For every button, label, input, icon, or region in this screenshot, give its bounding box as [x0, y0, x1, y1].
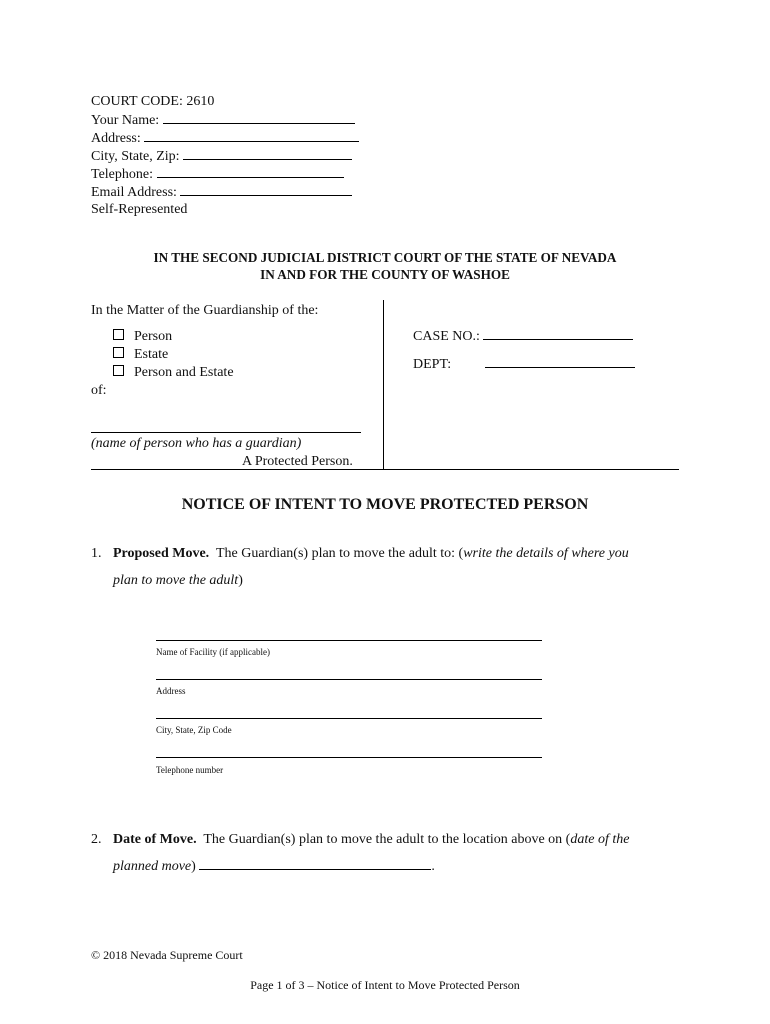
move-city-state-zip-label: City, State, Zip Code [156, 725, 232, 735]
dept-label: DEPT: [413, 357, 452, 372]
move-address-field[interactable] [156, 679, 542, 680]
page-footer: Page 1 of 3 – Notice of Intent to Move Protected Person [250, 978, 520, 992]
facility-name-label: Name of Facility (if applicable) [156, 647, 270, 657]
email-label: Email Address: [91, 185, 177, 200]
section2-instruction-cont: planned move [113, 859, 192, 874]
person-and-estate-option-label: Person and Estate [134, 365, 234, 380]
caption-divider-vertical [383, 300, 384, 470]
court-heading [0, 249, 770, 283]
section2-text: The Guardian(s) plan to move the adult to the location above on [203, 832, 563, 847]
case-number-row [413, 327, 633, 345]
court-code: COURT CODE: 2610 [91, 94, 215, 109]
section1-number: 1. [91, 546, 102, 561]
estate-option-label: Estate [134, 347, 169, 362]
filer-info-block [91, 93, 359, 219]
move-address-label: Address [156, 686, 186, 696]
person-checkbox[interactable] [113, 329, 124, 340]
estate-checkbox[interactable] [113, 347, 124, 358]
section2-heading: Date of Move. [113, 832, 197, 847]
move-city-state-zip-field[interactable] [156, 718, 542, 719]
dept-field[interactable] [485, 355, 635, 368]
section1-instruction-cont: plan to move the adult [113, 573, 239, 588]
address-label: Address: [91, 131, 141, 146]
protected-person-name-field[interactable] [91, 432, 361, 433]
person-and-estate-checkbox[interactable] [113, 365, 124, 376]
protected-person-label: A Protected Person. [242, 454, 353, 469]
email-field[interactable] [180, 183, 352, 196]
section2-instruction: date of the [570, 832, 630, 847]
move-telephone-field[interactable] [156, 757, 542, 758]
section1-text: The Guardian(s) plan to move the adult to: [215, 546, 456, 561]
case-caption [91, 302, 371, 400]
section-proposed-move: 1. Proposed Move. The Guardian(s) plan to move the adult to: (write the details of where you plan to move the adult) [91, 540, 681, 594]
caption-divider-horizontal [91, 469, 679, 470]
self-represented-label: Self-Represented [91, 202, 188, 217]
section2-number: 2. [91, 832, 102, 847]
section1-heading: Proposed Move. [113, 546, 210, 561]
case-number-label: CASE NO.: [413, 329, 480, 344]
your-name-field[interactable] [163, 111, 355, 124]
address-field[interactable] [144, 129, 359, 142]
facility-name-field[interactable] [156, 640, 542, 641]
city-state-zip-field[interactable] [183, 147, 352, 160]
name-hint: (name of person who has a guardian) [91, 436, 302, 451]
telephone-label: Telephone: [91, 167, 153, 182]
move-date-field[interactable] [199, 857, 431, 870]
court-heading-line2: IN AND FOR THE COUNTY OF WASHOE [260, 267, 510, 282]
matter-label: In the Matter of the Guardianship of the: [91, 303, 319, 318]
copyright-notice: © 2018 Nevada Supreme Court [91, 948, 243, 962]
person-option-label: Person [134, 329, 173, 344]
your-name-label: Your Name: [91, 113, 160, 128]
telephone-field[interactable] [157, 165, 344, 178]
dept-row [413, 355, 635, 373]
section-date-of-move: 2. Date of Move. The Guardian(s) plan to move the adult to the location above on (date of the planned move) . [91, 826, 681, 880]
move-telephone-label: Telephone number [156, 765, 224, 775]
city-state-zip-label: City, State, Zip: [91, 149, 180, 164]
of-label: of: [91, 383, 107, 398]
section1-instruction: write the details of where you [463, 546, 629, 561]
document-title: NOTICE OF INTENT TO MOVE PROTECTED PERSON [181, 496, 589, 513]
case-number-field[interactable] [483, 327, 633, 340]
court-heading-line1: IN THE SECOND JUDICIAL DISTRICT COURT OF THE STATE OF NEVADA [153, 250, 617, 265]
